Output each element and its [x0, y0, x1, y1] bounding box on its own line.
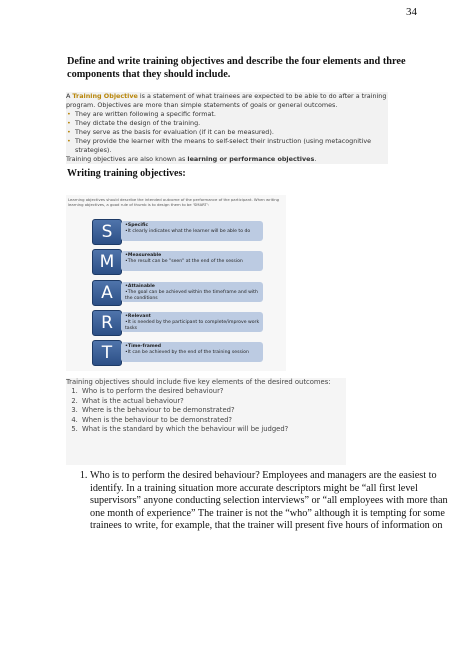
smart-letter: A: [92, 280, 122, 306]
smart-row-s: [92, 219, 332, 243]
key-element-item: 5. What is the standard by which the behaviour will be judged?: [80, 425, 346, 434]
definition-bullet: • They are written following a specific format.: [66, 110, 388, 119]
definition-bullet: • They provide the learner with the means to self-select their instruction (using metacognitive strategies).: [66, 137, 388, 155]
key-elements-box: [66, 378, 346, 465]
smart-row-m: [92, 249, 332, 273]
smart-row-r: [92, 310, 332, 334]
smart-letter: M: [92, 249, 122, 275]
key-elements-intro: Training objectives should include five key elements of the desired outcomes:: [66, 378, 331, 386]
smart-letter: S: [92, 219, 122, 245]
writing-objectives-heading: Writing training objectives:: [67, 168, 186, 179]
smart-row-t: [92, 340, 332, 364]
definition-bullet: • They serve as the basis for evaluation (if it can be measured).: [66, 128, 388, 137]
smart-description: •Time-framed •It can be achieved by the end of the training session: [121, 342, 263, 362]
definition-term: Training Objective: [72, 92, 138, 100]
key-element-item: 4. When is the behaviour to be demonstrated?: [80, 416, 346, 425]
definition-footer: Training objectives are also known as learning or performance objectives.: [66, 155, 317, 163]
key-elements-list: [66, 387, 346, 434]
smart-description: •Relevant •It is needed by the participant to complete/improve work tasks: [121, 312, 263, 332]
smart-letter: T: [92, 340, 122, 366]
smart-letter: R: [92, 310, 122, 336]
smart-row-a: [92, 280, 332, 304]
page-number: 34: [406, 6, 417, 18]
body-paragraph: 1. Who is to perform the desired behaviour? Employees and managers are the easiest to identify. In a training situation more accurate descriptors might be “all first level supervisors” anyone conducting selection interviews” or “all employees with more than one month of experience” The trainer is not the “who” although it is tempting for some trainees to write, for example, that the trainer will present five hours of information on: [90, 470, 450, 533]
smart-description: •Specific •It clearly indicates what the learner will be able to do: [121, 221, 263, 241]
definition-bullets: [66, 110, 388, 155]
smart-description: •Measureable •The result can be "seen" at the end of the session: [121, 251, 263, 271]
definition-text: A Training Objective is a statement of what trainees are expected to be able to do after a training program. Objectives are more than simple statements of goals or general outcomes.: [66, 92, 387, 109]
key-element-item: 3. Where is the behaviour to be demonstrated?: [80, 406, 346, 415]
smart-description: •Attainable •The goal can be achieved within the timeframe and with the conditions: [121, 282, 263, 302]
definition-bullet: • They dictate the design of the training.: [66, 119, 388, 128]
definition-box: [66, 92, 388, 164]
question-heading: Define and write training objectives and describe the four elements and three components that they should include.: [67, 56, 406, 80]
smart-diagram: [66, 195, 286, 371]
smart-intro: Learning objectives should describe the intended outcome of the performance of the participant. When writing learning objectives, a good rule of thumb is to design them to be 'SMART':: [68, 197, 280, 207]
key-element-item: 1. Who is to perform the desired behaviour?: [80, 387, 346, 396]
key-element-item: 2. What is the actual behaviour?: [80, 397, 346, 406]
body-numbered-list: [62, 470, 450, 533]
definition-footer-term: learning or performance objectives: [187, 155, 315, 163]
